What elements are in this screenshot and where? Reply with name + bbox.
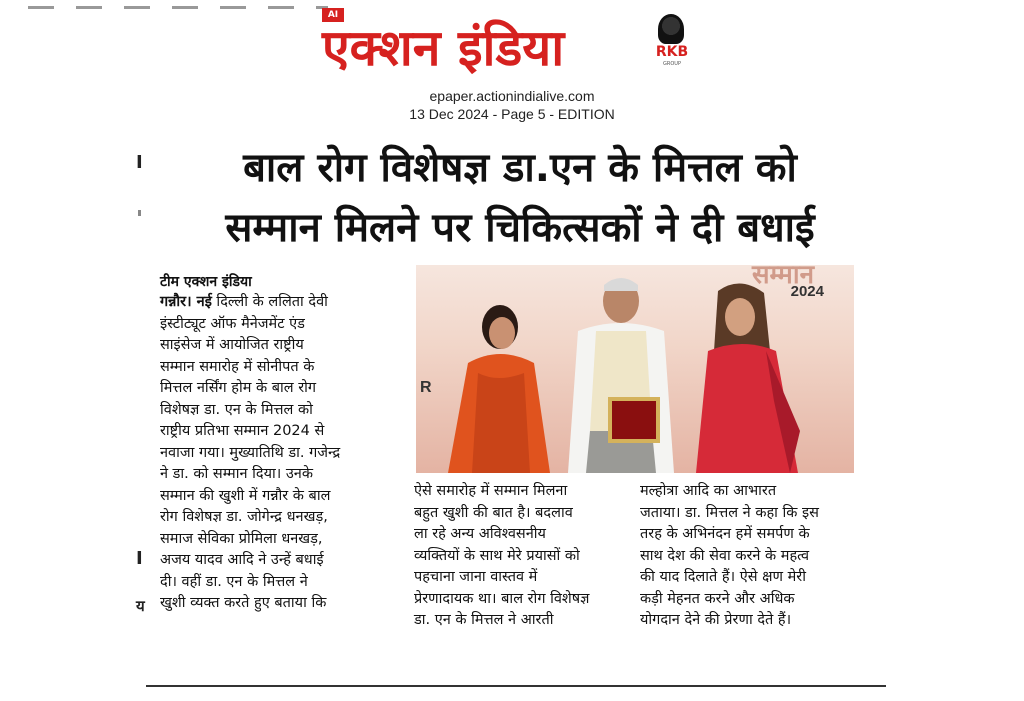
- article-line: जताया। डा. मित्तल ने कहा कि इस: [640, 504, 819, 521]
- article-line: की याद दिलाते हैं। ऐसे क्षण मेरी: [640, 569, 806, 585]
- masthead-mark-badge: AI: [322, 8, 344, 22]
- article-line: ला रहे अन्य अविश्वसनीय: [414, 526, 546, 542]
- article-line: तरह के अभिनंदन हमें समर्पण के: [640, 526, 810, 542]
- group-logo: [648, 14, 696, 70]
- award-plaque: [608, 397, 660, 443]
- headline-line-1: बाल रोग विशेषज्ञ डा.एन के मित्तल को: [243, 145, 797, 191]
- woman-red-dress-figure: [678, 281, 818, 473]
- article-line: पहचाना जाना वास्तव में: [414, 569, 538, 585]
- byline: टीम एक्शन इंडिया: [160, 274, 252, 290]
- article-line: विशेषज्ञ डा. एन के मित्तल को: [160, 401, 313, 418]
- article-line: समाज सेविका प्रोमिला धनखड़,: [160, 530, 323, 547]
- article-line: सम्मान समारोह में सोनीपत के: [160, 358, 315, 375]
- article-line: रोग विशेषज्ञ डा. जोगेन्द्र धनखड़,: [160, 509, 328, 525]
- article-line: योगदान देने की प्रेरणा देते हैं।: [640, 612, 792, 628]
- article-line: सम्मान की खुशी में गन्नौर के बाल: [160, 487, 331, 504]
- portrait-icon: [658, 14, 684, 44]
- edge-fragment: य: [136, 597, 145, 615]
- dateline: गन्नौर। नई: [160, 294, 212, 310]
- edition-date-line: 13 Dec 2024 - Page 5 - EDITION: [409, 106, 615, 122]
- article-line: व्यक्तियों के साथ मेरे प्रयासों को: [414, 547, 580, 564]
- article-line: प्रेरणादायक था। बाल रोग विशेषज्ञ: [414, 590, 590, 607]
- group-logo-text: RKB: [655, 44, 689, 60]
- article-column-1: [160, 292, 396, 615]
- article-line: कड़ी मेहनत करने और अधिक: [640, 590, 795, 607]
- article-line: खुशी व्यक्त करते हुए बताया कि: [160, 595, 327, 611]
- article-line: मित्तल नर्सिंग होम के बाल रोग: [160, 380, 317, 396]
- group-logo-sub: GROUP: [663, 61, 681, 67]
- article-line: राष्ट्रीय प्रतिभा सम्मान 2024 से: [160, 423, 325, 439]
- edge-fragment: I: [136, 548, 143, 569]
- article-line: नवाजा गया। मुख्यातिथि डा. गजेन्द्र: [160, 444, 341, 461]
- banner-letter: R: [420, 379, 432, 396]
- bottom-rule: [146, 685, 886, 687]
- edge-dot: [138, 210, 141, 216]
- woman-orange-saree-figure: [438, 293, 558, 473]
- article-line: दी। वहीं डा. एन के मित्तल ने: [160, 573, 308, 590]
- article-line: ऐसे समारोह में सम्मान मिलना: [414, 483, 568, 499]
- article-column-3: [640, 481, 860, 632]
- article-line: इंस्टीट्यूट ऑफ मैनेजमेंट एंड: [160, 315, 305, 332]
- article-column-2: [414, 481, 624, 632]
- top-dash-border: [28, 6, 328, 9]
- article-line: अजय यादव आदि ने उन्हें बधाई: [160, 552, 324, 568]
- article-line: बहुत खुशी की बात है। बदलाव: [414, 504, 573, 521]
- banner-year: 2024: [790, 283, 824, 300]
- banner-word: सम्मान: [751, 265, 814, 290]
- edition-url[interactable]: epaper.actionindialive.com: [429, 88, 595, 104]
- masthead: [318, 8, 698, 80]
- headline-line-2: सम्मान मिलने पर चिकित्सकों ने दी बधाई: [225, 205, 815, 251]
- article-line: साथ देश की सेवा करने के महत्व: [640, 547, 810, 564]
- article-line: [160, 292, 396, 314]
- edge-fragment: I: [136, 152, 143, 173]
- article-line: ने डा. को सम्मान दिया। उनके: [160, 466, 313, 482]
- masthead-title: एक्शन इंडिया: [322, 19, 565, 77]
- article-line: डा. एन के मित्तल ने आरती: [414, 612, 554, 628]
- article-line: साइंसेज में आयोजित राष्ट्रीय: [160, 337, 304, 353]
- article-line: मल्होत्रा आदि का आभारत: [640, 483, 777, 499]
- award-photo: [416, 265, 854, 473]
- article-line-text: दिल्ली के ललिता देवी: [211, 294, 328, 310]
